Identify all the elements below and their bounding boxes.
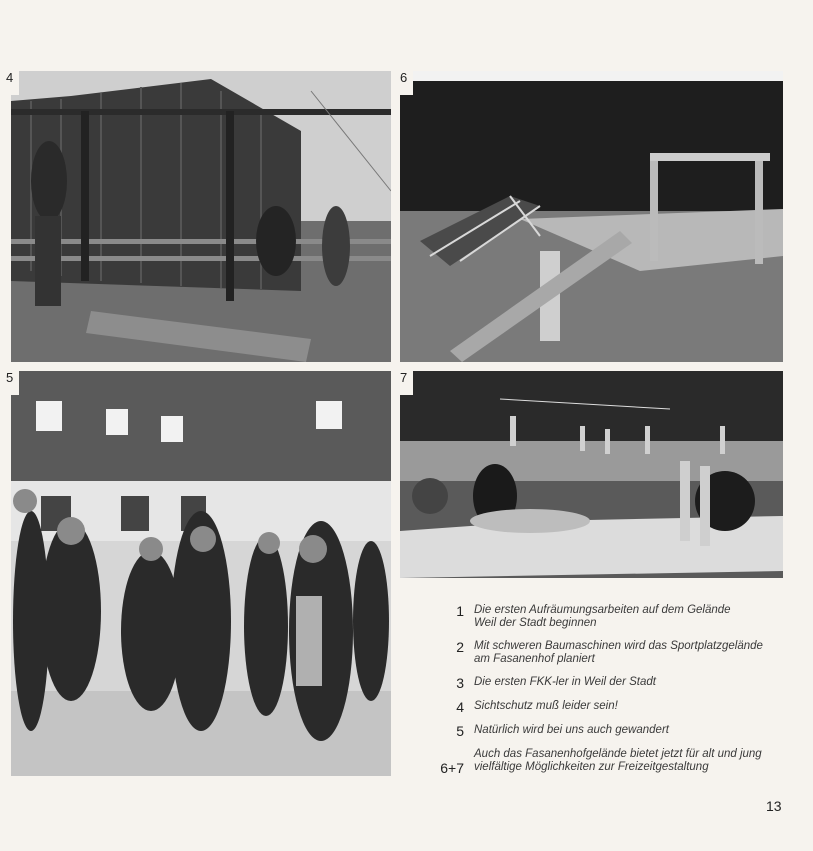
caption-5 [430,724,790,738]
photo-hiking-group [11,371,391,776]
caption-list [430,604,790,783]
photo-fence-construction [11,71,391,362]
caption-text [474,604,731,630]
caption-line: Die ersten FKK-ler in Weil der Stadt [474,676,656,688]
caption-line: vielfältige Möglichkeiten zur Freizeitgestaltung [474,761,709,773]
caption-4 [430,700,790,714]
caption-line: am Fasanenhof planiert [474,653,595,665]
caption-line: Sichtschutz muß leider sein! [474,700,618,712]
figure-number-5: 5 [0,367,19,395]
caption-line: Natürlich wird bei uns auch gewandert [474,724,669,736]
caption-3 [430,676,790,690]
caption-number: 2 [456,639,464,655]
caption-text [474,748,762,774]
figure-number-4: 4 [0,67,19,95]
caption-number: 3 [456,675,464,691]
caption-text [474,724,669,737]
page-number: 13 [766,798,782,814]
caption-number: 4 [456,699,464,715]
caption-line: Mit schweren Baumaschinen wird das Sportplatzgelände [474,640,763,652]
photo-sunbathing [400,371,783,578]
caption-6-7 [430,748,790,775]
caption-number: 1 [456,603,464,619]
caption-number: 5 [456,723,464,739]
caption-line: Die ersten Aufräumungsarbeiten auf dem Gelände [474,604,731,616]
caption-line: Auch das Fasanenhofgelände bietet jetzt für alt und jung [474,748,762,760]
caption-line: Weil der Stadt beginnen [474,617,597,629]
figure-number-6: 6 [394,67,413,95]
caption-text [474,640,763,666]
caption-text [474,676,656,689]
photo-playground [400,71,783,362]
figure-number-7: 7 [394,367,413,395]
caption-1 [430,604,790,630]
caption-text [474,700,618,713]
caption-2 [430,640,790,666]
caption-number: 6+7 [440,760,464,776]
